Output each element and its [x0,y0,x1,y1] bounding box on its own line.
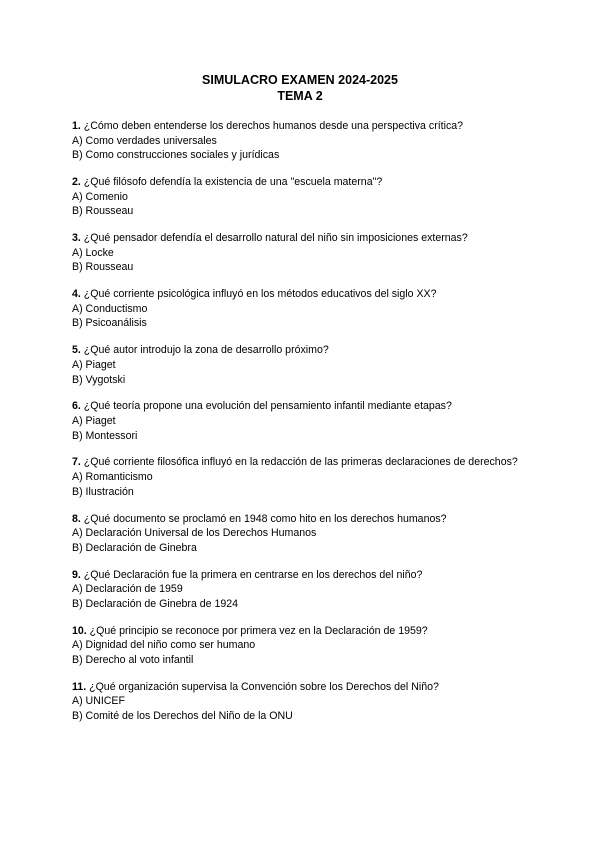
question-list [72,119,532,736]
question-prompt: ¿Qué corriente psicológica influyó en los métodos educativos del siglo XX? [80,288,437,301]
title-block [0,72,600,104]
question-text [72,175,532,190]
question-7 [72,455,532,499]
question-text [72,231,532,246]
option-a: A) Declaración Universal de los Derechos Humanos [72,527,317,540]
question-prompt: ¿Qué teoría propone una evolución del pensamiento infantil mediante etapas? [80,400,452,413]
question-9 [72,568,532,612]
question-number: 11. [72,680,87,693]
question-text [72,119,532,134]
question-text [72,455,532,470]
question-1 [72,119,532,163]
question-8 [72,512,532,556]
option-a: A) Conductismo [72,302,148,315]
question-text [72,287,532,302]
question-number: 5. [72,344,81,357]
option-b: B) Declaración de Ginebra [72,541,197,554]
question-number: 7. [72,456,81,469]
option-a: A) Locke [72,246,114,259]
question-10 [72,624,532,668]
question-prompt: ¿Qué Declaración fue la primera en centrarse en los derechos del niño? [80,568,423,581]
question-prompt: ¿Qué principio se reconoce por primera vez en la Declaración de 1959? [86,624,428,637]
question-prompt: ¿Qué corriente filosófica influyó en la redacción de las primeras declaraciones de derechos? [80,456,518,469]
question-text [72,624,532,639]
question-number: 8. [72,512,81,525]
question-number: 3. [72,232,81,245]
question-4 [72,287,532,331]
question-prompt: ¿Qué filósofo defendía la existencia de una "escuela materna"? [80,176,383,189]
option-b: B) Psicoanálisis [72,317,147,330]
option-b: B) Rousseau [72,205,134,218]
question-number: 2. [72,176,81,189]
question-number: 9. [72,568,81,581]
question-prompt: ¿Qué documento se proclamó en 1948 como hito en los derechos humanos? [80,512,447,525]
question-text [72,399,532,414]
question-text [72,343,532,358]
question-number: 4. [72,288,81,301]
option-a: A) Como verdades universales [72,134,217,147]
option-b: B) Montessori [72,429,138,442]
option-b: B) Comité de los Derechos del Niño de la ONU [72,709,293,722]
option-b: B) Ilustración [72,485,134,498]
question-text [72,680,532,695]
option-b: B) Vygotski [72,373,126,386]
option-a: A) Comenio [72,190,128,203]
exam-subtitle: TEMA 2 [277,89,323,103]
question-prompt: ¿Qué autor introdujo la zona de desarrollo próximo? [80,344,329,357]
question-text [72,568,532,583]
option-a: A) Declaración de 1959 [72,583,183,596]
question-11 [72,680,532,724]
question-2 [72,175,532,219]
question-number: 6. [72,400,81,413]
exam-title: SIMULACRO EXAMEN 2024-2025 [202,73,398,87]
option-a: A) Piaget [72,358,116,371]
question-prompt: ¿Qué pensador defendía el desarrollo natural del niño sin imposiciones externas? [80,232,468,245]
option-b: B) Declaración de Ginebra de 1924 [72,597,239,610]
question-text [72,512,532,527]
question-number: 1. [72,120,81,132]
option-a: A) UNICEF [72,695,125,708]
option-b: B) Rousseau [72,261,134,274]
option-b: B) Como construcciones sociales y jurídicas [72,149,280,162]
question-3 [72,231,532,275]
question-prompt: ¿Qué organización supervisa la Convención sobre los Derechos del Niño? [86,680,439,693]
option-a: A) Dignidad del niño como ser humano [72,639,256,652]
question-5 [72,343,532,387]
question-number: 10. [72,624,87,637]
question-prompt: ¿Cómo deben entenderse los derechos humanos desde una perspectiva crítica? [80,120,464,132]
option-a: A) Romanticismo [72,471,153,484]
question-6 [72,399,532,443]
option-b: B) Derecho al voto infantil [72,653,194,666]
option-a: A) Piaget [72,414,116,427]
